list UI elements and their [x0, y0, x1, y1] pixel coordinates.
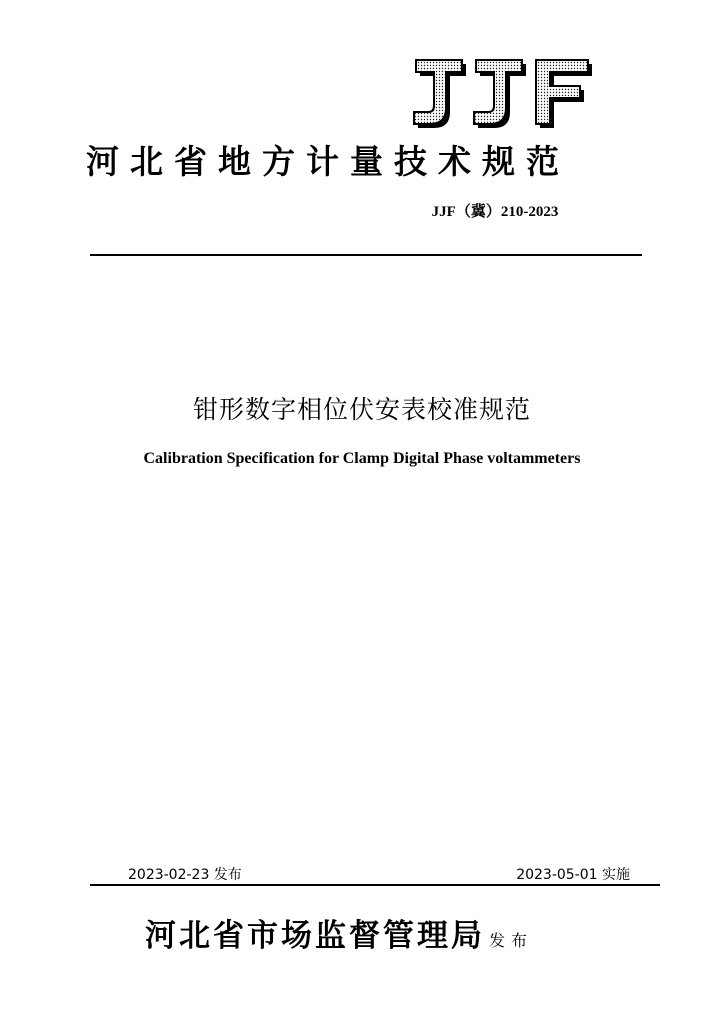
jjf-logo — [408, 52, 598, 130]
document-code: JJF（冀）210-2023 — [431, 204, 559, 220]
issue-date: 2023-02-23 发布 — [128, 867, 242, 883]
logo-letter-f — [536, 60, 592, 128]
implementation-date: 2023-05-01 实施 — [516, 867, 630, 883]
issuer-line — [145, 910, 533, 955]
logo-letter-j2 — [474, 60, 526, 128]
document-title-cn: 钳形数字相位伏安表校准规范 — [192, 395, 531, 424]
logo-letter-j1 — [414, 60, 466, 128]
authority-heading: 河北省地方计量技术规范 — [86, 142, 570, 181]
footer-divider — [90, 884, 660, 886]
document-title-en: Calibration Specification for Clamp Digital Phase voltammeters — [143, 450, 581, 467]
header-divider — [90, 254, 642, 256]
issuer-suffix: 发布 — [489, 931, 534, 950]
issuer-name: 河北省市场监督管理局 — [145, 918, 485, 954]
